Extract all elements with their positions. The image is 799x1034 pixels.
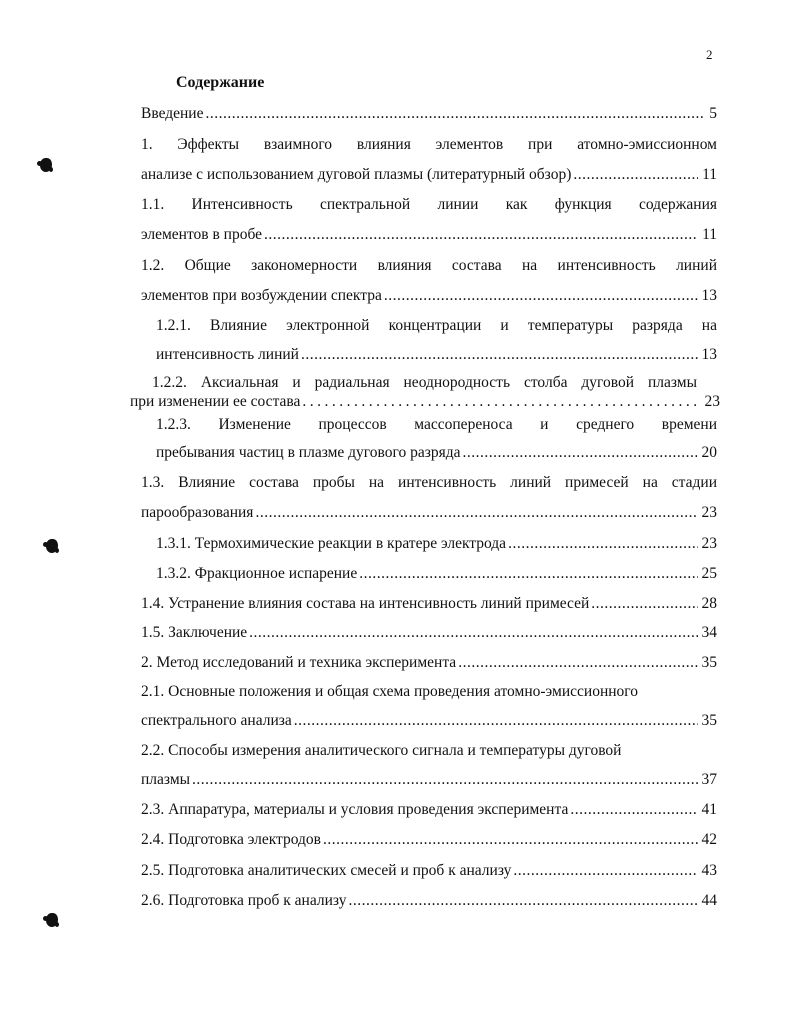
toc-entry-page: 35 (701, 654, 717, 671)
toc-entry-page: 42 (701, 831, 717, 848)
toc-entry-title: Введение (141, 105, 204, 122)
toc-entry-page: 25 (701, 565, 717, 582)
toc-entry-title: 2.4. Подготовка электродов (141, 831, 321, 848)
toc-entry-2-5 (141, 861, 717, 881)
page-number: 2 (706, 47, 713, 62)
toc-entry-title: 1.4. Устранение влияния состава на интенсивность линий примесей (141, 595, 590, 612)
dot-leader (513, 861, 697, 881)
toc-entry-title: 1.5. Заключение (141, 624, 248, 641)
dot-leader (570, 800, 697, 820)
toc-entry-1-1-line1: 1.1. Интенсивность спектральной линии как функция содержания (141, 196, 717, 213)
toc-entry-page: 11 (702, 166, 717, 183)
toc-entry-1-2-1-line1: 1.2.1. Влияние электронной концентрации и температуры разряда на (156, 317, 717, 334)
toc-entry-page: 20 (701, 444, 717, 461)
toc-entry-introduction (141, 104, 717, 124)
dot-leader (348, 891, 697, 911)
toc-entry-page: 5 (709, 105, 717, 122)
toc-entry-title: пребывания частиц в плазме дугового разряда (156, 444, 461, 461)
toc-entry-title: 2.3. Аппаратура, материалы и условия проведения эксперимента (141, 801, 569, 818)
toc-entry-page: 43 (701, 862, 717, 879)
dot-leader (573, 165, 698, 185)
toc-entry-1-2-2 (130, 393, 720, 411)
toc-entry-title: 2. Метод исследований и техника эксперимента (141, 654, 457, 671)
toc-entry-title: анализе с использованием дуговой плазмы (литературный обзор) (141, 166, 572, 183)
toc-entry-page: 44 (701, 892, 717, 909)
toc-entry-title: элементов в пробе (141, 226, 263, 243)
toc-entry-page: 37 (701, 771, 717, 788)
dot-leader (591, 594, 697, 614)
toc-entry-1-2-1 (156, 345, 717, 365)
toc-entry-2 (141, 653, 717, 673)
dot-leader (255, 503, 697, 523)
toc-entry-title: спектрального анализа (141, 712, 292, 729)
toc-entry-1-5 (141, 623, 717, 643)
toc-entry-1-2-3-line1: 1.2.3. Изменение процессов массопереноса и среднего времени (156, 416, 717, 433)
toc-entry-page: 41 (701, 801, 717, 818)
toc-entry-title: 2.5. Подготовка аналитических смесей и проб к анализу (141, 862, 512, 879)
toc-entry-1-3-1 (156, 534, 717, 554)
toc-entry-1-2-2-line1: 1.2.2. Аксиальная и радиальная неоднородность столба дуговой плазмы (152, 374, 697, 391)
toc-entry-title: плазмы (141, 771, 191, 788)
toc-entry-title: парообразования (141, 504, 254, 521)
toc-entry-1-4 (141, 594, 717, 614)
toc-entry-title: при изменении ее состава (130, 393, 301, 410)
dot-leader (294, 711, 698, 731)
dot-leader (384, 286, 698, 306)
dot-leader (301, 345, 698, 365)
dot-leader (302, 393, 700, 411)
toc-entry-title: элементов при возбуждении спектра (141, 287, 382, 304)
toc-entry-2-3 (141, 800, 717, 820)
dot-leader (508, 534, 697, 554)
toc-entry-2-6 (141, 891, 717, 911)
dot-leader (463, 443, 698, 463)
toc-entry-title: 1.3.2. Фракционное испарение (156, 565, 358, 582)
toc-entry-1-3-2 (156, 564, 717, 584)
dot-leader (359, 564, 697, 584)
toc-entry-page: 13 (701, 346, 717, 363)
dot-leader (192, 770, 697, 790)
scan-blot-mark (46, 913, 58, 927)
dot-leader (458, 653, 697, 673)
dot-leader (249, 623, 697, 643)
page-title: Содержание (176, 74, 265, 91)
toc-entry-1-2-3 (156, 443, 717, 463)
toc-entry-1-3 (141, 503, 717, 523)
toc-entry-2-2 (141, 770, 717, 790)
toc-entry-2-1-line1: 2.1. Основные положения и общая схема проведения атомно-эмиссионного (141, 683, 639, 700)
toc-entry-page: 23 (704, 393, 720, 410)
toc-entry-title: 1.3.1. Термохимические реакции в кратере электрода (156, 535, 507, 552)
toc-entry-page: 28 (701, 595, 717, 612)
toc-entry-2-4 (141, 830, 717, 850)
toc-entry-1-1 (141, 225, 717, 245)
dot-leader (264, 225, 698, 245)
toc-entry-1-2 (141, 286, 717, 306)
scan-blot-mark (40, 158, 52, 172)
toc-entry-page: 34 (701, 624, 717, 641)
dot-leader (205, 104, 705, 124)
toc-entry-1 (141, 165, 717, 185)
toc-entry-page: 11 (702, 226, 717, 243)
toc-entry-page: 23 (701, 504, 717, 521)
toc-entry-title: 2.6. Подготовка проб к анализу (141, 892, 347, 909)
toc-entry-page: 13 (701, 287, 717, 304)
toc-entry-1-2-line1: 1.2. Общие закономерности влияния состава на интенсивность линий (141, 257, 717, 274)
scan-blot-mark (46, 539, 58, 553)
toc-entry-1-3-line1: 1.3. Влияние состава пробы на интенсивность линий примесей на стадии (141, 474, 717, 491)
toc-entry-2-2-line1: 2.2. Способы измерения аналитического сигнала и температуры дуговой (141, 742, 622, 759)
toc-entry-title: интенсивность линий (156, 346, 299, 363)
toc-entry-2-1 (141, 711, 717, 731)
toc-entry-1-line1: 1. Эффекты взаимного влияния элементов при атомно-эмиссионном (141, 136, 717, 153)
dot-leader (323, 830, 698, 850)
toc-entry-page: 35 (701, 712, 717, 729)
toc-entry-page: 23 (701, 535, 717, 552)
